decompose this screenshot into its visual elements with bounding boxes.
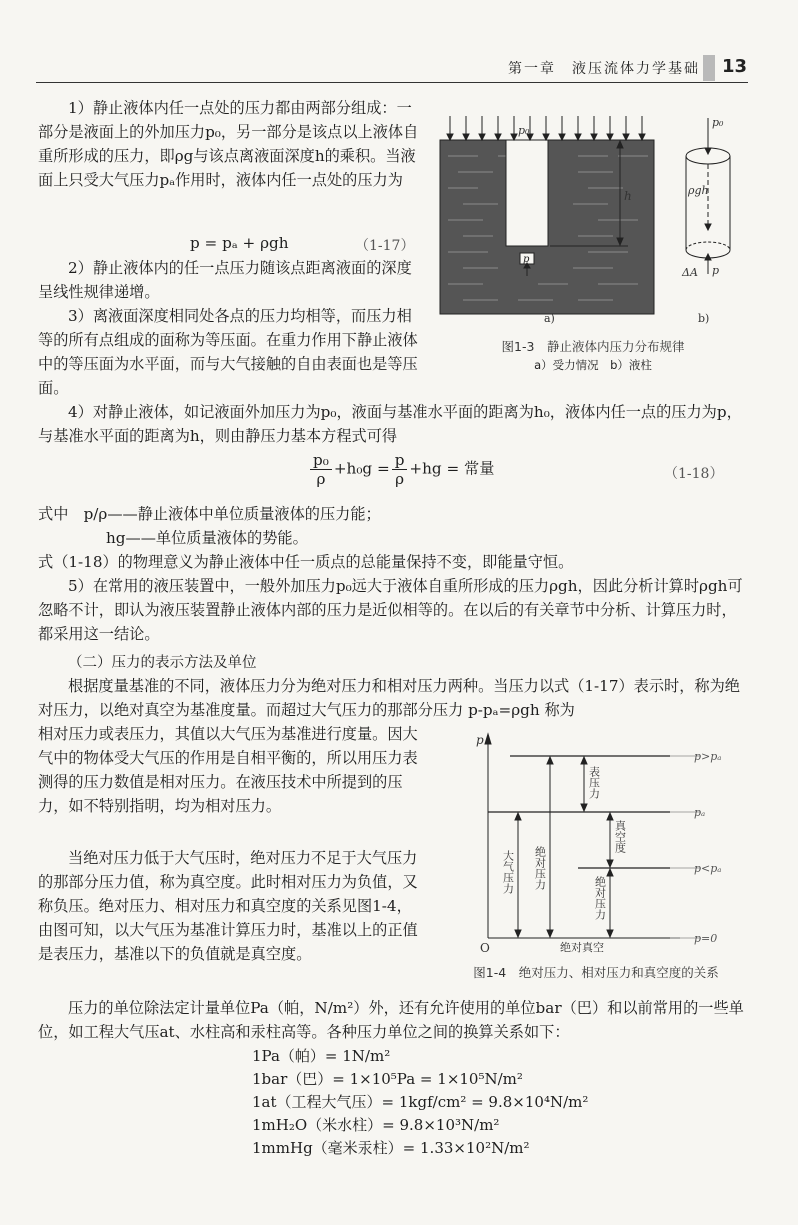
label-b: b) [698, 312, 710, 325]
p-label-a: p [523, 254, 530, 265]
unit-at: 1at（工程大气压）= 1kgf/cm² = 9.8×10⁴N/m² [252, 1093, 589, 1111]
p-axis-label: p [476, 733, 484, 747]
rho-g-h-label: ρgh [688, 184, 709, 197]
where-line-2: hg——单位质量液体的势能。 [106, 529, 308, 547]
gauge-pressure-label: 表压力 [587, 766, 601, 799]
p-zero-label: p=0 [694, 932, 718, 945]
unit-pa: 1Pa（帕）= 1N/m² [252, 1047, 391, 1065]
figure-1-4-caption: 图1-4 绝对压力、相对压力和真空度的关系 [473, 965, 719, 980]
page-tab-decoration [703, 55, 715, 81]
figure-1-3 [438, 108, 748, 328]
item-1-text: 1）静止液体内任一点处的压力都由两部分组成：一部分是液面上的外加压力p₀，另一部分是该点以上液体自重所形成的压力，即ρg与该点离液面深度h的乘积。当液面上只受大气压力pₐ作用时，液体内任一点处的压力为 [38, 99, 419, 189]
chapter-title: 第一章 液压流体力学基础 [508, 61, 700, 77]
absolute-pressure-label-1: 绝对压力 [533, 846, 547, 890]
figure-1-4 [460, 726, 750, 958]
p0-label-b: p₀ [712, 116, 724, 129]
p-label-b: p [712, 264, 720, 277]
item-2-text: 2）静止液体内的任一点压力随该点距离液面的深度呈线性规律递增。 [38, 259, 412, 301]
eq18-frac2-den: ρ [395, 470, 405, 488]
page-number: 13 [722, 56, 748, 77]
pa-label: pₐ [694, 806, 706, 819]
p-gt-pa-label: p>pₐ [694, 750, 722, 763]
levels [488, 756, 670, 868]
label-a: a) [544, 312, 555, 325]
eq18-meaning: 式（1-18）的物理意义为静止液体中任一质点的总能量保持不变，即能量守恒。 [38, 553, 574, 571]
eq18-mid: +h₀g = [333, 459, 390, 478]
item-5-text: 5）在常用的液压装置中，一般外加压力p₀远大于液体自重所形成的压力ρgh，因此分析计算时ρgh可忽略不计，即认为液压装置静止液体内部的压力是近似相等的。在以后的有关章节中分析、计算压力时，都采用这一结论。 [38, 577, 743, 643]
eq18-frac2-num: p [392, 451, 408, 470]
vacuum-label: 真空度 [613, 820, 627, 853]
paragraph-c: 当绝对压力低于大气压时，绝对压力不足于大气压力的那部分压力值，称为真空度。此时相对压力为负值，又称负压。绝对压力、相对压力和真空度的关系见图1-4，由图可知，以大气压为基准计算压力时，基准以上的正值是表压力，基准以下的负值就是真空度。 [38, 849, 418, 963]
paragraph-a: 根据度量基准的不同，液体压力分为绝对压力和相对压力两种。当压力以式（1-17）表示时，称为绝对压力，以绝对真空为基准度量。而超过大气压力的那部分压力 p-pₐ=ρgh 称为 [38, 677, 740, 719]
origin-label: O [480, 941, 490, 955]
eq18-frac-1 [310, 451, 332, 488]
figure-1-3-subcaption: a）受力情况 b）液柱 [534, 358, 652, 372]
item-4-text: 4）对静止液体，如记液面外加压力为p₀，液面与基准水平面的距离为h₀，液体内任一点的压力为p，与基准水平面的距离为h，则由静压力基本方程式可得 [38, 403, 742, 445]
where-line-1: 式中 p/ρ——静止液体中单位质量液体的压力能； [38, 505, 381, 523]
h-label: h [624, 189, 632, 203]
p-lt-pa-label: p<pₐ [694, 862, 722, 875]
surface-pressure-arrows [447, 116, 645, 140]
unit-mh2o: 1mH₂O（米水柱）= 9.8×10³N/m² [252, 1116, 500, 1134]
paragraph-b: 相对压力或表压力，其值以大气压为基准进行度量。因大气中的物体受大气压的作用是自相平衡的，所以用压力表测得的压力数值是相对压力。在液压技术中所提到的压力，如不特别指明，均为相对压力。 [38, 725, 418, 815]
atmospheric-pressure-label: 大气压力 [501, 850, 515, 894]
delta-a-label: ΔA [682, 266, 698, 279]
eq18-end: +hg = 常量 [409, 459, 495, 478]
unit-mmhg: 1mmHg（毫米汞柱）= 1.33×10²N/m² [252, 1139, 530, 1157]
header-rule [36, 82, 748, 83]
absolute-vacuum-label: 绝对真空 [560, 941, 604, 954]
liquid-column [506, 140, 548, 246]
eq18-frac1-num: p₀ [310, 451, 332, 470]
equation-1-18 [308, 451, 494, 488]
absolute-pressure-label-2: 绝对压力 [593, 876, 607, 920]
leader-lines [670, 756, 700, 938]
paragraph-d: 压力的单位除法定计量单位Pa（帕，N/m²）外，还有允许使用的单位bar（巴）和以前常用的一些单位，如工程大气压at、水柱高和汞柱高等。各种压力单位之间的换算关系如下： [38, 999, 744, 1041]
equation-1-17: p = pₐ + ρgh [190, 234, 289, 252]
figure-1-3-caption: 图1-3 静止液体内压力分布规律 [501, 339, 685, 354]
section-heading: （二）压力的表示方法及单位 [68, 655, 257, 671]
eq18-frac1-den: ρ [316, 470, 326, 488]
equation-1-17-number: （1-17） [355, 238, 415, 254]
p0-label-a: p₀ [518, 124, 530, 137]
unit-bar: 1bar（巴）= 1×10⁵Pa = 1×10⁵N/m² [252, 1070, 523, 1088]
equation-1-18-number: （1-18） [664, 466, 724, 482]
axes [485, 734, 680, 938]
item-3-text: 3）离液面深度相同处各点的压力均相等，而压力相等的所有点组成的面称为等压面。在重力作用下静止液体中的等压面为水平面，而与大气接触的自由表面也是等压面。 [38, 307, 418, 397]
eq18-frac-2 [392, 451, 408, 488]
